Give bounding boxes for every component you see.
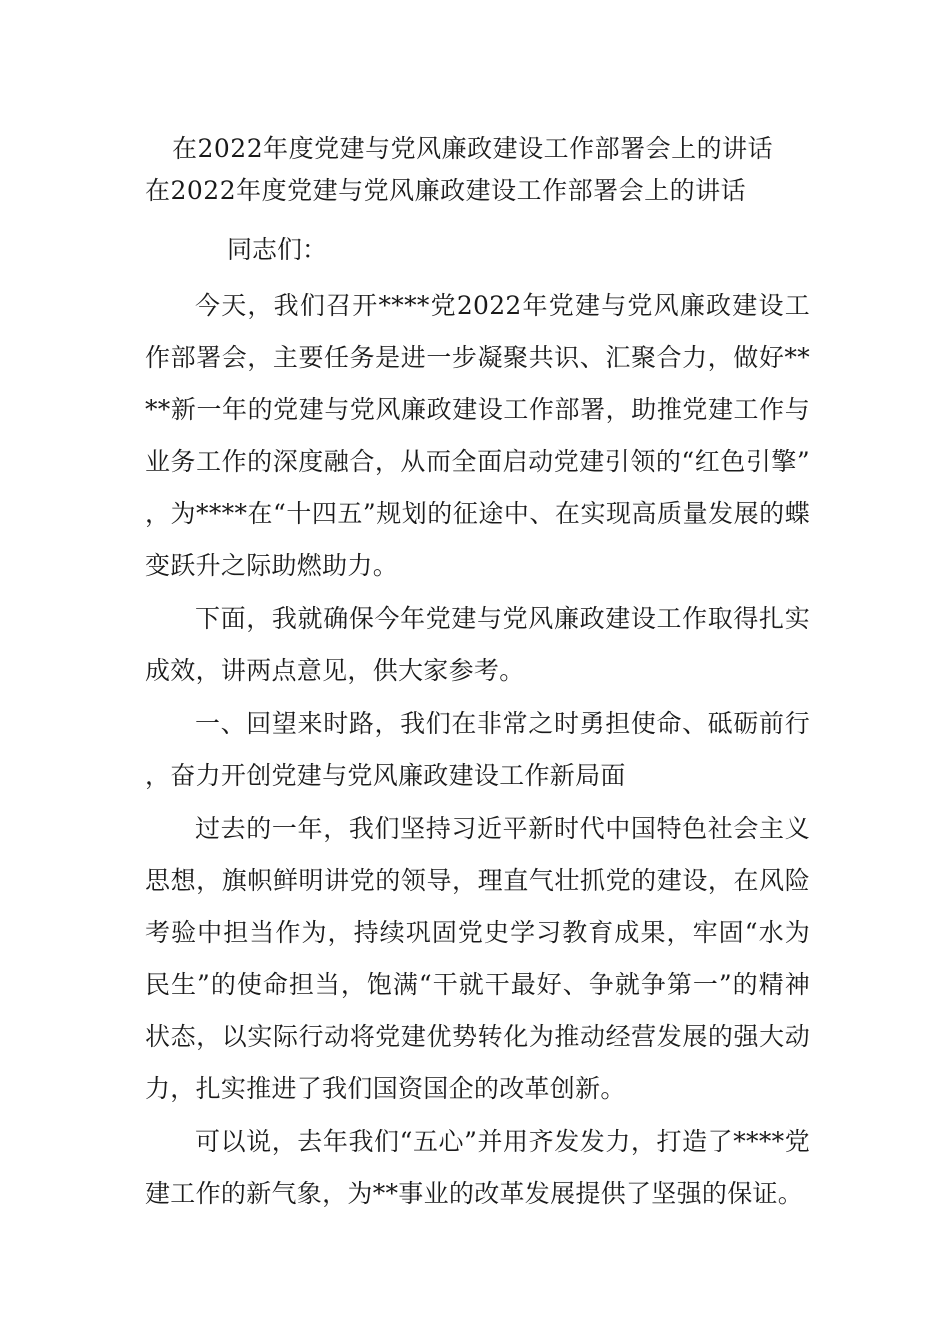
paragraph-opening: 今天，我们召开****党2022年党建与党风廉政建设工作部署会，主要任务是进一步凝聚共识、汇聚合力，做好****新一年的党建与党风廉政建设工作部署，助推党建工作与业务工作的深度融合，从而全面启动党建引领的“红色引擎”，为****在“十四五”规划的征途中、在实现高质量发展的蝶变跃升之际助燃助力。	[145, 291, 810, 580]
section-heading-1: 一、回望来时路，我们在非常之时勇担使命、砥砺前行，奋力开创党建与党风廉政建设工作新局面	[145, 709, 810, 790]
paragraph-intro: 下面，我就确保今年党建与党风廉政建设工作取得扎实成效，讲两点意见，供大家参考。	[145, 604, 810, 685]
document-title-repeat: 在2022年度党建与党风廉政建设工作部署会上的讲话	[145, 176, 747, 205]
document-title: 在2022年度党建与党风廉政建设工作部署会上的讲话	[172, 134, 774, 163]
paragraph-summary: 可以说，去年我们“五心”并用齐发发力，打造了****党建工作的新气象，为**事业的改革发展提供了坚强的保证。	[145, 1127, 810, 1208]
paragraph-review: 过去的一年，我们坚持习近平新时代中国特色社会主义思想，旗帜鲜明讲党的领导，理直气壮抓党的建设，在风险考验中担当作为，持续巩固党史学习教育成果，牢固“水为民生”的使命担当，饱满“干就干最好、争就争第一”的精神状态，以实际行动将党建优势转化为推动经营发展的强大动力，扎实推进了我们国资国企的改革创新。	[145, 814, 810, 1103]
salutation: 同志们：	[227, 235, 328, 264]
document-body	[145, 128, 810, 1220]
